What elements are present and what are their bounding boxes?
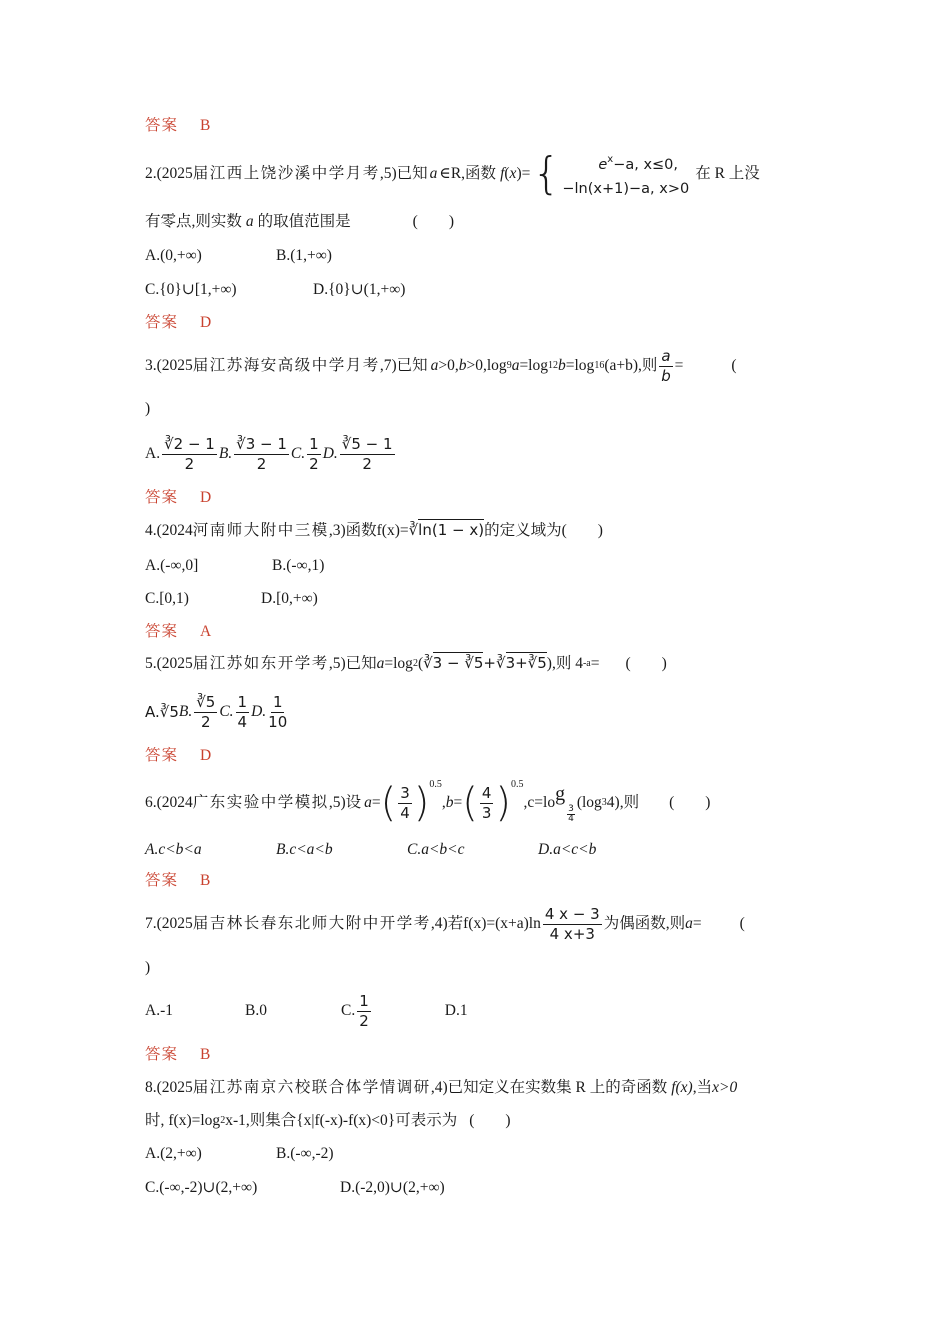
condition: x>0: [712, 1079, 738, 1096]
stem-text: g: [555, 783, 566, 805]
answer-label: 答案: [145, 747, 179, 764]
q6-options: [145, 842, 596, 858]
q3-options: [145, 434, 397, 474]
stem-text: ),则 4: [546, 655, 583, 672]
exponent: 0.5: [429, 779, 442, 790]
log-base-fraction: $\frac{3}{4}$: [568, 804, 574, 824]
option-d: D.[0,+∞): [261, 590, 318, 607]
option-d: D.{0}∪(1,+∞): [313, 281, 406, 298]
fraction-a-over-b: $\frac{a}{b}$: [661, 346, 671, 385]
source-tail: ,5): [328, 794, 346, 812]
source-tail: ,3): [328, 522, 346, 539]
option-c-fraction: $\frac{1}{2}$: [309, 434, 319, 473]
q8-options-row2: [145, 1180, 445, 1196]
right-paren: ): [413, 780, 430, 826]
stem-text: ,c=lo: [523, 794, 556, 812]
source-tail: ,4): [430, 915, 448, 933]
option-b: B.c<a<b: [276, 841, 333, 858]
stem-text: 函数: [345, 522, 377, 539]
q3-stem: 3.(2025 届江苏海安高级中学月考 ,7) 已知 a >0, b >0,log 9 a =log 12 b =log 16 (a+b),则 $\frac{a}{b}$ = (: [145, 346, 737, 385]
left-paren: (: [462, 780, 478, 826]
option-b: B.0: [245, 1002, 267, 1020]
stem-text: =log: [565, 357, 595, 375]
answer-label: 答案: [145, 623, 179, 640]
var-a: a: [429, 165, 438, 183]
log-base: 2: [412, 657, 418, 669]
option-b-fraction: $\frac{∛3 - 1}{2}$: [236, 434, 287, 473]
option-b: B.(-∞,1): [272, 557, 325, 574]
question-number: 4.(2024: [145, 522, 193, 539]
log-base: 2: [220, 1114, 226, 1126]
source-tail: ,5): [379, 165, 397, 183]
var-a: a: [245, 213, 254, 230]
stem-text: 的定义域为( ): [484, 522, 603, 539]
function-name: f(x): [671, 1079, 693, 1096]
answer-label: 答案: [145, 872, 179, 889]
question-number: 2.(2025: [145, 165, 193, 183]
option-a: A.c<b<a: [145, 841, 202, 858]
right-paren: ): [495, 780, 512, 826]
stem-text: =: [590, 655, 600, 672]
stem-text: ∈R,函数: [439, 165, 497, 183]
answer-paren: ( ): [669, 794, 711, 812]
q5-stem: 5.(2025 届江苏如东开学考 ,5) 已知 a =log 2 ( ∛3 − ∛5 + ∛3+∛5 ),则 4 -a = ( ): [145, 654, 667, 673]
option-d-label: D.: [322, 445, 338, 463]
answer-paren: ): [145, 400, 151, 417]
option-b: B.(-∞,-2): [276, 1145, 334, 1162]
option-c-label: C.: [341, 1002, 356, 1020]
answer-value: A: [200, 623, 213, 640]
piece-1: $e^x-a$, x≤0,: [598, 153, 679, 173]
b-fraction: $\frac{4}{3}$: [481, 783, 492, 822]
stem-text: 若: [447, 915, 464, 933]
stem-text: 设: [345, 794, 362, 812]
stem-text: =log: [519, 357, 548, 375]
q8-stem: [145, 1080, 737, 1096]
option-b: B.(1,+∞): [276, 247, 332, 264]
option-d: D.1: [444, 1002, 468, 1020]
q7-answer: [145, 1047, 211, 1063]
plus-sign: +: [483, 654, 496, 673]
question-source: 广东实验中学模拟: [192, 794, 329, 812]
q4-options-row1: [145, 558, 324, 574]
option-d: D.a<c<b: [538, 841, 597, 858]
option-c: C.{0}∪[1,+∞): [145, 281, 237, 298]
option-b-fraction: $\frac{∛5}{2}$: [196, 692, 216, 731]
question-source: 届江苏如东开学考: [192, 655, 329, 672]
q4-stem: [145, 523, 603, 539]
stem-text: =: [674, 357, 684, 375]
q2-stem-line2: [145, 214, 454, 230]
answer-label: 答案: [145, 117, 179, 134]
question-source: 河南师大附中三模: [192, 522, 329, 539]
q1-answer: [145, 118, 211, 134]
option-b-label: B.: [218, 445, 233, 463]
source-tail: ,5): [328, 655, 346, 672]
answer-paren: ): [145, 959, 151, 976]
option-c-fraction: $\frac{1}{2}$: [359, 991, 369, 1030]
q2-options-row2: [145, 282, 405, 298]
stem-text: 已知: [396, 357, 428, 375]
answer-paren: (: [739, 915, 745, 933]
piece-1-rest: −a, x≤0,: [613, 156, 679, 173]
option-d-fraction: $\frac{∛5 - 1}{2}$: [341, 434, 393, 473]
stem-text: 在 R 上没: [695, 165, 760, 183]
stem-text: ,当: [692, 1079, 713, 1096]
answer-value: D: [200, 489, 213, 506]
q2-stem: 2.(2025 届江西上饶沙溪中学月考 ,5) 已知 a ∈R,函数 f ( x ) = { $e^x-a$, x≤0, −ln(x+1)−a, x>0 在 R 上没: [145, 148, 760, 199]
stem-text: (a+b),则: [604, 357, 658, 375]
answer-paren: ( ): [469, 1112, 511, 1129]
stem-text: (log: [576, 794, 602, 812]
stem-text: f(x)=log: [168, 1112, 221, 1129]
question-number: 3.(2025: [145, 357, 193, 375]
option-a: A.∛5: [145, 702, 179, 721]
q3-paren-close: [145, 401, 150, 417]
cube-root: ∛ln(1 − x): [408, 521, 485, 540]
q4-answer: [145, 624, 212, 640]
question-number: 7.(2025: [145, 915, 193, 933]
question-number: 6.(2024: [145, 794, 193, 812]
log-base: 12: [548, 360, 558, 371]
answer-value: D: [200, 314, 213, 331]
option-a: A.(0,+∞): [145, 247, 202, 264]
q3-answer: [145, 490, 212, 506]
stem-text: 4),则: [606, 794, 640, 812]
answer-value: B: [200, 1046, 212, 1063]
option-c-label: C.: [290, 445, 306, 463]
stem-text: =: [521, 165, 531, 183]
stem-text: x-1,则集合{x|f(-x)-f(x)<0}可表示为: [225, 1112, 458, 1129]
option-a: A.(-∞,0]: [145, 557, 199, 574]
q2-answer: [145, 315, 212, 331]
option-c-fraction: $\frac{1}{4}$: [237, 692, 248, 731]
option-c-label: C.: [219, 703, 234, 721]
option-a-label: A.: [145, 445, 161, 463]
option-a-fraction: $\frac{∛2 - 1}{2}$: [164, 434, 215, 473]
stem-text: 已知定义在实数集 R 上的奇函数: [447, 1079, 668, 1096]
exponent: 0.5: [511, 779, 524, 790]
q4-options-row2: [145, 591, 318, 607]
piecewise-function: [562, 148, 689, 201]
answer-label: 答案: [145, 314, 179, 331]
ln-fraction: $\frac{4 x - 3}{4 x+3}$: [544, 904, 600, 943]
option-b-label: B.: [178, 703, 193, 721]
radical-2: ∛3+∛5: [496, 654, 547, 673]
stem-text: =log: [384, 655, 413, 672]
stem-text: =: [692, 915, 702, 933]
option-c: C.(-∞,-2)∪(2,+∞): [145, 1179, 258, 1196]
stem-text: 有零点,则实数: [145, 213, 242, 230]
stem-text: 已知: [396, 165, 428, 183]
answer-value: B: [200, 117, 212, 134]
stem-text: >0,: [438, 357, 459, 375]
stem-text: 已知: [345, 655, 377, 672]
question-number: 8.(2025: [145, 1079, 193, 1096]
option-d-fraction: $\frac{1}{10}$: [268, 692, 288, 731]
option-a: A.(2,+∞): [145, 1145, 202, 1162]
q5-options: [145, 692, 289, 732]
answer-label: 答案: [145, 1046, 179, 1063]
answer-paren: ( ): [412, 213, 454, 230]
q8-options-row1: [145, 1146, 334, 1162]
question-source: 届江苏海安高级中学月考: [192, 357, 380, 375]
q7-paren-close: [145, 960, 150, 976]
option-c: C.a<b<c: [407, 841, 465, 858]
stem-text: 时,: [145, 1112, 165, 1129]
stem-text: >0,log: [466, 357, 507, 375]
piece-2: −ln(x+1)−a, x>0: [562, 180, 690, 197]
answer-paren: (: [731, 357, 737, 375]
source-tail: ,7): [379, 357, 397, 375]
q8-stem-line2: [145, 1113, 511, 1129]
q6-stem: 6.(2024 广东实验中学模拟 ,5) 设 a = ( $\frac{3}{4}$ ) $^{0.5}$ , b = ( $\frac{4}{3}$ ) $^{0.5}$ ,c=lo g $\frac{3}{4}$ (log 3 4),则 ( ): [145, 779, 711, 826]
q5-answer: [145, 748, 212, 764]
question-number: 5.(2025: [145, 655, 193, 672]
option-d: D.(-2,0)∪(2,+∞): [340, 1179, 445, 1196]
q6-answer: [145, 873, 211, 889]
function-name: f(x)=: [376, 522, 409, 539]
question-source: 届江西上饶沙溪中学月考: [192, 165, 380, 183]
q7-options: [145, 991, 468, 1031]
stem-text: 为偶函数,则: [603, 915, 686, 933]
answer-value: B: [200, 872, 212, 889]
a-fraction: $\frac{3}{4}$: [400, 783, 410, 822]
question-source: 届江苏南京六校联合体学情调研: [192, 1079, 431, 1096]
answer-paren: ( ): [625, 655, 667, 672]
q2-options-row1: [145, 248, 332, 264]
piecewise-brace: {: [532, 148, 561, 199]
option-d-label: D.: [251, 703, 267, 721]
question-source: 届吉林长春东北师大附中开学考: [192, 915, 431, 933]
stem-text: 的取值范围是: [257, 213, 351, 230]
option-c: C.[0,1): [145, 590, 189, 607]
function-expression: f(x)=(x+a)ln: [463, 915, 541, 933]
log-base: 16: [594, 360, 605, 371]
answer-value: D: [200, 747, 213, 764]
exponent: -a: [582, 657, 591, 669]
source-tail: ,4): [430, 1079, 448, 1096]
left-paren: (: [380, 780, 397, 826]
answer-label: 答案: [145, 489, 179, 506]
q7-stem: 7.(2025 届吉林长春东北师大附中开学考 ,4) 若 f(x)=(x+a)ln $\frac{4 x - 3}{4 x+3}$ 为偶函数,则 a = (: [145, 904, 745, 943]
fx: f: [500, 165, 505, 183]
log-base: 3: [601, 797, 607, 808]
log-base: 9: [506, 360, 512, 371]
option-a: A.-1: [145, 1002, 173, 1020]
radical-1: ∛3 − ∛5: [423, 654, 484, 673]
